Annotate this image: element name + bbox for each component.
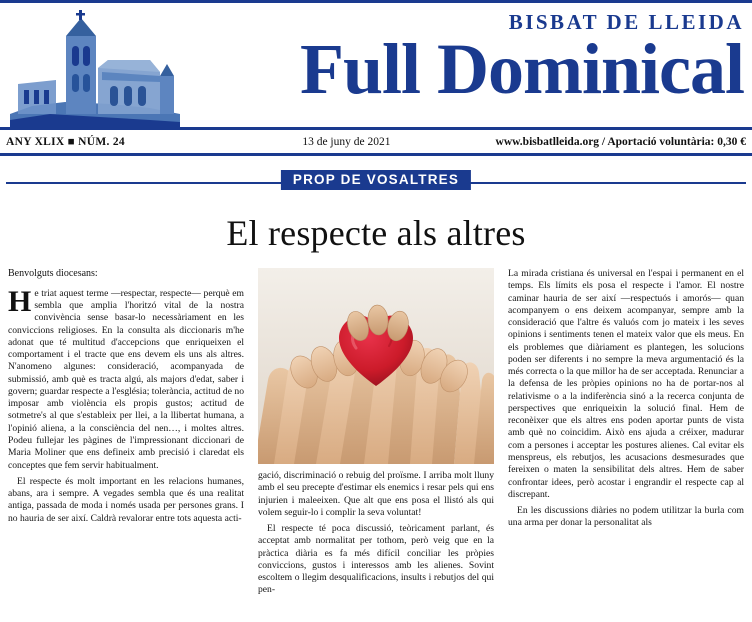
article-body (0, 268, 752, 601)
drop-cap: H (8, 284, 32, 318)
salutation: Benvolguts diocesans: (8, 268, 98, 279)
section-label: PROP DE VOSALTRES (281, 170, 471, 190)
masthead-title: Full Dominical (299, 29, 744, 109)
masthead (0, 0, 752, 130)
paragraph (8, 284, 244, 472)
publication-date: 13 de juny de 2021 (302, 135, 391, 148)
paragraph: El respecte és molt important en les relacions humanes, abans, ara i sempre. A vegades sembla que és una realitat antiga, passada de moda i només usada per persones grans. I no hauria de ser així. Caldrà revalorar entre tots aquesta acti- (8, 475, 244, 524)
article-column-2 (258, 268, 494, 601)
paragraph: La mirada cristiana és universal en l'espai i permanent en el temps. Els límits els posa el respecte i l'amor. El nostre caminar hauria de ser així —respectuós i amorós— quan acompanyem o ens deixem acompanyar, sempre amb la consideració que l'altre és valuós com jo mateix i les seves opinions i sentiments tenen el mateix valor que els meus. En els problemes que diàriament es plantegen, les solucions poden ser diferents i no sempre la meva argumentació és la més correcta o la que millor ha de ser acceptada. Renunciar a la defensa de les pròpies opinions no ha de portar-nos al relativisme o a la indiferència sinó a la recerca conjunta de perspectives que enriqueixin la solució final. Hem de reconèixer que els altres ens poden aportar punts de vista amb què no coincidim. Això ens ajuda a créixer, madurar com a persones i acceptar les postures alienes. Cal evitar els menspreus, els rebutjos, les acusacions desmesurades que fereixen o maten la sensibilitat dels altres. Hem de saber confrontar idees, però acostar i engrandir el respecte cap al discrepant. (508, 268, 744, 500)
issue-number: ANY XLIX ■ NÚM. 24 (6, 135, 125, 148)
article-column-1 (8, 268, 244, 601)
paragraph: El respecte té poca discussió, teòricament parlant, és acceptat amb normalitat per tothom, però veig que en la pràctica diària es fa més difícil conciliar les pròpies conviccions, gustos i interessos amb les alienes. Sovint escoltem o llegim desqualificacions, insults i rebutjos del qui pen- (258, 523, 494, 596)
info-bar (0, 130, 752, 156)
paragraph: gació, discriminació o rebuig del proïsme. I arriba molt lluny amb el seu precepte d'estimar els enemics i resar pels qui ens injurien i maleeixen. Que alt que ens posa el llistó als qui volem seguir-lo i complir la seva voluntat! (258, 470, 494, 518)
cathedral-silhouette-icon (10, 10, 180, 128)
article-column-3 (508, 268, 744, 601)
article-photo-hands-holding-red-heart (258, 268, 494, 464)
masthead-titles (299, 10, 744, 109)
section-header (0, 166, 752, 200)
website-and-price[interactable]: www.bisbatlleida.org / Aportació voluntària: 0,30 € (495, 135, 746, 148)
page-bottom-crop (0, 616, 752, 622)
paragraph: En les discussions diàries no podem utilitzar la burla com una arma per donar la personalitat als (508, 505, 744, 529)
masthead-top-rule (0, 0, 752, 3)
article-headline: El respecte als altres (226, 213, 526, 253)
paragraph-text: e triat aquest terme —respectar, respecte— perquè em sembla que amplia l'horitzó vital de la nostra convivència sense basar-lo necessàriament en les conviccions religioses. En la consulta als diccionaris m'he adonat que té multitud d'accepcions que enriqueixen el comportament i el tracte que ens devem els uns als altres. N'anomeno algunes: consideració, acompanyada de submissió, amb què es tracta algú, als majors d'edat, saber i govern; guardar respecte a l'església; tolerància, actitud de no imposar amb violència els propis gustos; actitud de sotmetre's al que s'estableix per llei, a la llibertat humana, a l'opinió aliena, a la consciència del nen…, i moltes altres. Podeu fullejar les pàgines de l'impressionant diccionari de Maria Moliner que ens defineix amb precisió i claredat els conceptes que fem servir habitualment. (8, 287, 244, 471)
masthead-kicker: BISBAT DE LLEIDA (508, 10, 744, 34)
